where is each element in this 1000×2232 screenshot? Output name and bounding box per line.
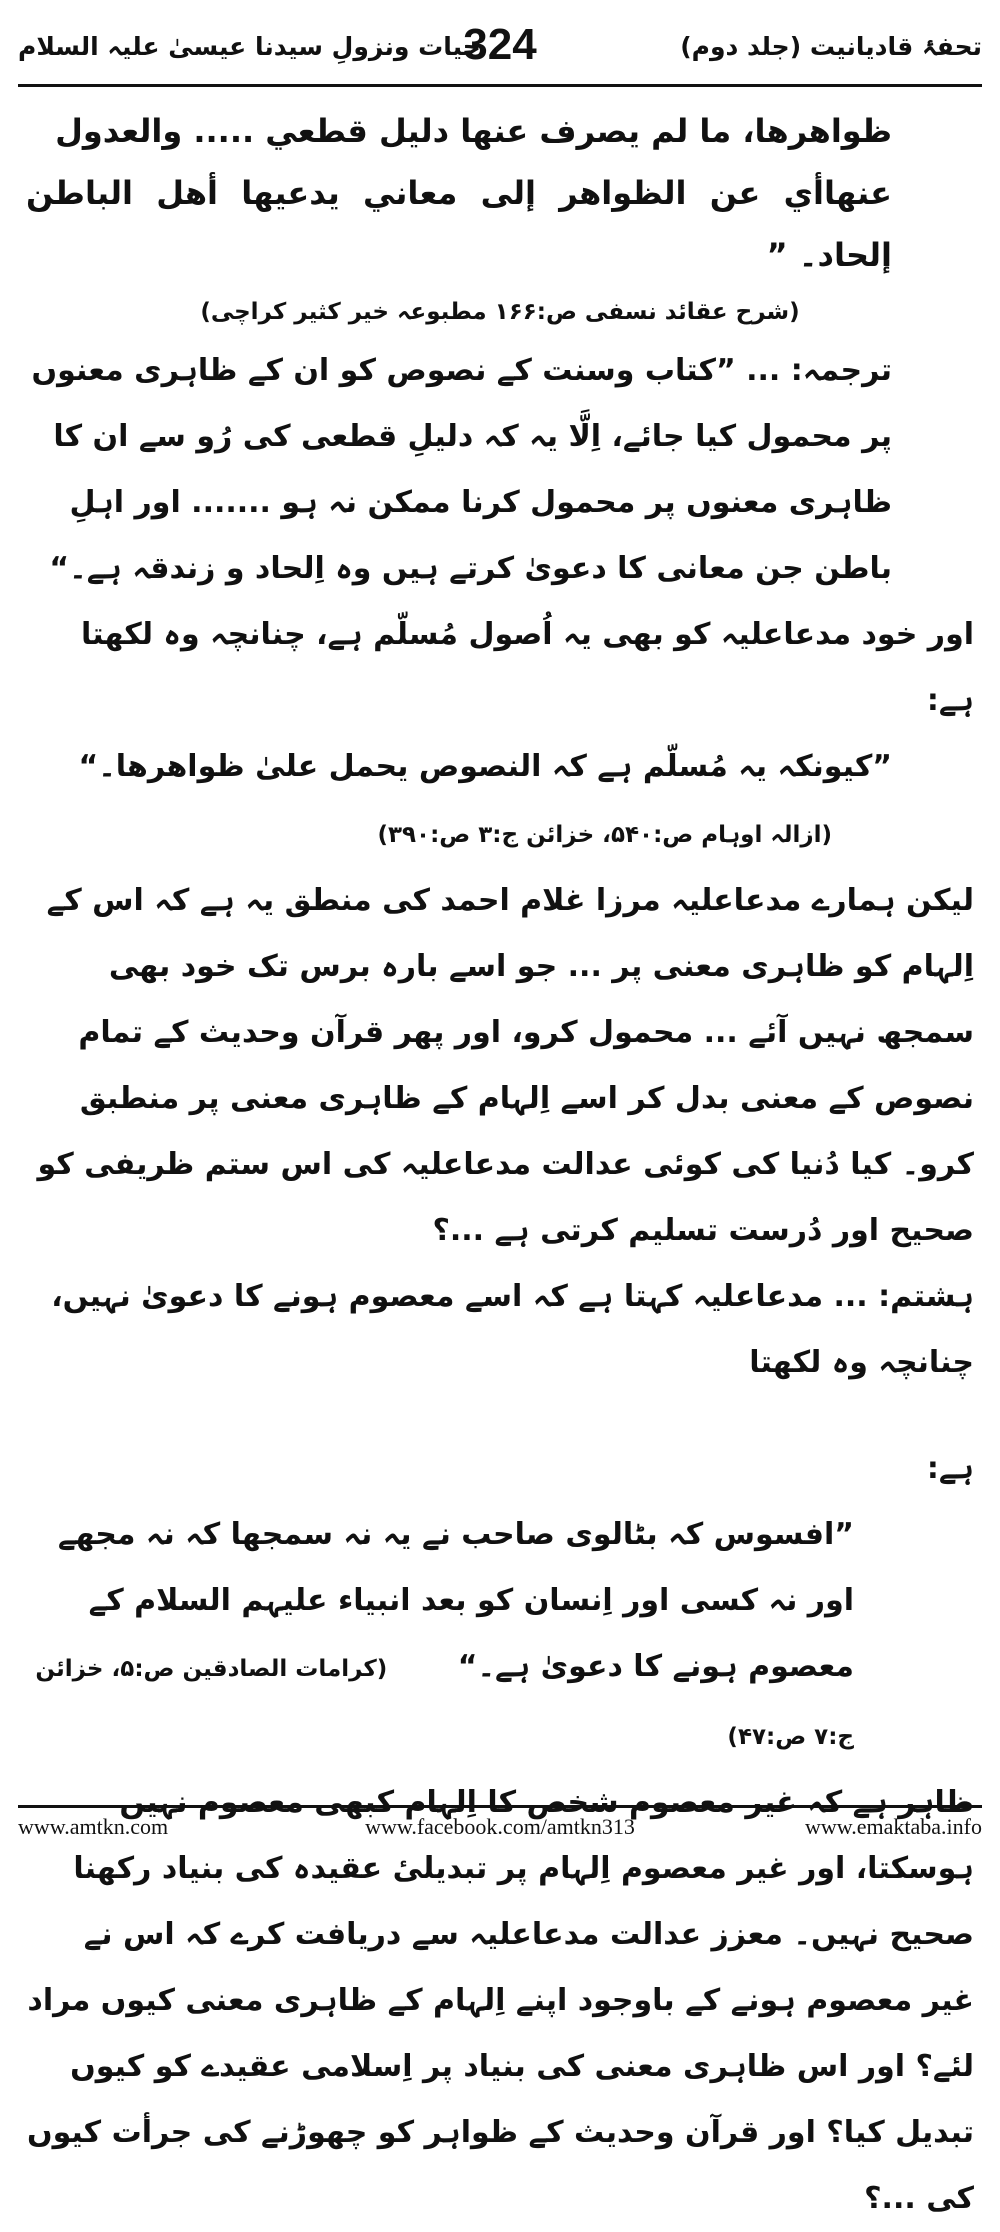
eighth-text: ... مدعاعلیہ کہتا ہے کہ اسے معصوم ہونے کا دعویٰ نہیں، چنانچہ وہ لکھتا	[51, 1279, 974, 1380]
header-rule	[18, 84, 982, 87]
paragraph-conclusion: ظاہر ہے کہ غیر معصوم شخص کا اِلہام کبھی معصوم نہیں ہوسکتا، اور غیر معصوم اِلہام پر تبدیلیٔ عقیدہ کی بنیاد رکھنا صحیح نہیں۔ معزز عدالت مدعاعلیہ سے دریافت کرے کہ اس نے غیر معصوم ہونے کے باوجود اپنے اِلہام کے ظاہری معنی کیوں مراد لئے؟ اور اس ظاہری معنی کی بنیاد پر اِسلامی عقیدے کو کیوں تبدیل کیا؟ اور قرآن وحدیث کے ظواہر کو چھوڑنے کی جرأت کیوں کی ...؟	[27, 1785, 974, 2216]
quote-1-reference: (ازالہ اوہام ص:۵۴۰، خزائن ج:۳ ص:۳۹۰)	[377, 822, 832, 848]
quote-block-2	[26, 1502, 974, 1770]
quote-block-1	[26, 734, 974, 868]
paragraph-eighth-end: ہے:	[926, 1451, 974, 1486]
arabic-quote-line-2: عنهاأي عن الظواهر إلى معاني يدعيها أهل الباطن إلحاد۔ ”	[26, 174, 892, 274]
footer-rule	[18, 1805, 982, 1808]
quote-1-text: ”کیونکہ یہ مُسلّم ہے کہ النصوص یحمل علیٰ ظواھرھا۔“	[78, 749, 892, 784]
footer-link-amtkn[interactable]: www.amtkn.com	[18, 1814, 169, 1839]
footer-link-facebook[interactable]: www.facebook.com/amtkn313	[365, 1814, 635, 1839]
paragraph-eighth	[26, 1264, 974, 1396]
page-header	[18, 18, 982, 78]
book-title: تحفۂ قادیانیت (جلد دوم)	[680, 32, 982, 61]
section-title: حیات ونزولِ سیدنا عیسیٰ علیہ السلام	[18, 32, 481, 61]
arabic-quote-line-1: ظواهرها، ما لم يصرف عنها دليل قطعي ..... والعدول	[55, 112, 892, 150]
spacer	[26, 1396, 974, 1436]
footer-link-emaktaba[interactable]: www.emaktaba.info	[805, 1814, 982, 1839]
page-footer	[18, 1810, 982, 1844]
page-number: 324	[463, 20, 537, 69]
quote-2-reference: (کرامات الصادقین ص:۵، خزائن ج:۷ ص:۴۷)	[35, 1656, 854, 1750]
eighth-label: ہشتم:	[878, 1279, 974, 1314]
quote-2-text: ”افسوس کہ بٹالوی صاحب نے یہ نہ سمجھا کہ نہ مجھے اور نہ کسی اور اِنسان کو بعد انبیاء علیہم السلام کے معصوم ہونے کا دعویٰ ہے۔“	[57, 1517, 854, 1684]
paragraph-mirza-logic: لیکن ہمارے مدعاعلیہ مرزا غلام احمد کی منطق یہ ہے کہ اس کے اِلہام کو ظاہری معنی پر ... جو اسے بارہ برس تک خود بھی سمجھ نہیں آئے ... محمول کرو، اور پھر قرآن وحدیث کے تمام نصوص کے معنی بدل کر اسے اِلہام کے ظاہری معنی پر منطبق کرو۔ کیا دُنیا کی کوئی عدالت مدعاعلیہ کی اس ستم ظریفی کو صحیح اور دُرست تسلیم کرتی ہے ...؟	[37, 883, 974, 1248]
paragraph-principle: اور خود مدعاعلیہ کو بھی یہ اُصول مُسلّم ہے، چنانچہ وہ لکھتا ہے:	[80, 617, 974, 718]
arabic-quote-reference: (شرح عقائد نسفی ص:۱۶۶ مطبوعہ خیر کثیر کراچی)	[200, 299, 800, 325]
translation-paragraph: ترجمہ: ... ”کتاب وسنت کے نصوص کو ان کے ظاہری معنوں پر محمول کیا جائے، اِلَّا یہ کہ دلیلِ قطعی کی رُو سے ان کا ظاہری معنوں پر محمول کرنا ممکن نہ ہو ....... اور اہلِ باطن جن معانی کا دعویٰ کرتے ہیں وہ اِلحاد و زندقہ ہے۔“	[31, 353, 892, 586]
page-body	[26, 100, 974, 2232]
